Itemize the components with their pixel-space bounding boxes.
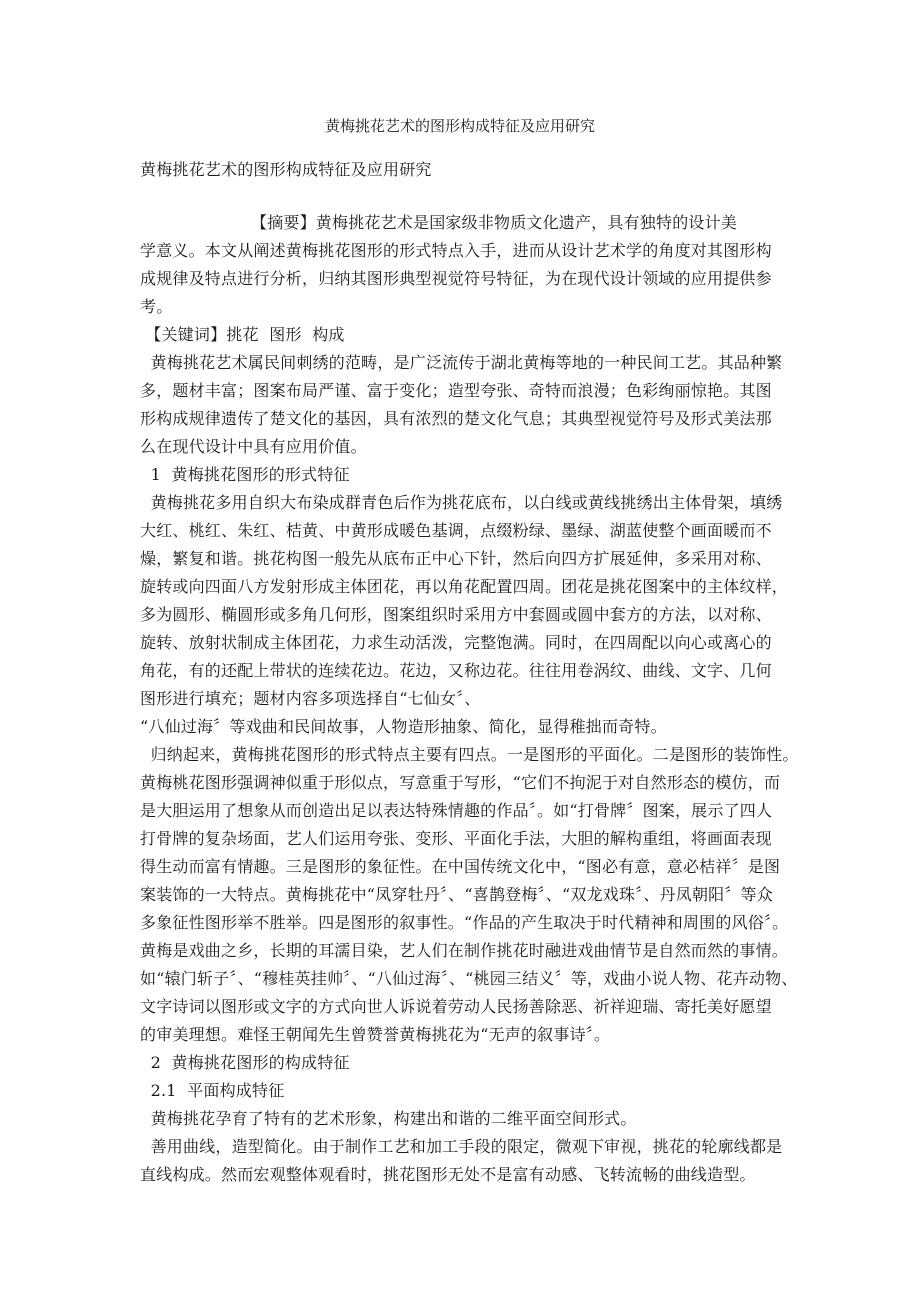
text-line: 黄梅挑花艺术属民间刺绣的范畴，是广泛流传于湖北黄梅等地的一种民间工艺。其品种繁	[140, 353, 783, 372]
text-line: 旋转、放射状制成主体团花，力求生动活泼，完整饱满。同时，在四周配以向心或离心的	[140, 633, 772, 652]
text-line: 考。	[140, 297, 173, 316]
text-line: 案装饰的一大特点。黄梅挑花中“凤穿牡丹〞、“喜鹊登梅〞、“双龙戏珠〞、丹凤朝阳〞等众	[140, 885, 773, 904]
text-line: 多为圆形、椭圆形或多角几何形，图案组织时采用方中套圆或圆中套方的方法，以对称、	[140, 605, 772, 624]
text-line: 燥，繁复和谐。挑花构图一般先从底布正中心下针，然后向四方扩展延伸，多采用对称、	[140, 549, 772, 568]
text-line: 黄梅挑花多用自织大布染成群青色后作为挑花底布，以白线或黄线挑绣出主体骨架，填绣	[140, 493, 783, 512]
text-line: 多象征性图形举不胜举。四是图形的叙事性。“作品的产生取决于时代精神和周围的风俗〞。	[140, 913, 789, 932]
text-line: 多，题材丰富；图案布局严谨、富于变化；造型夸张、奇特而浪漫；色彩绚丽惊艳。其图	[140, 381, 772, 400]
text-line: 善用曲线，造型简化。由于制作工艺和加工手段的限定，微观下审视，挑花的轮廓线都是	[140, 1137, 783, 1156]
text-line: 文字诗词以图形或文字的方式向世人诉说着劳动人民扬善除恶、祈祥迎瑞、寄托美好愿望	[140, 997, 772, 1016]
text-line: 黄梅是戏曲之乡，长期的耳濡目染，艺人们在制作挑花时融进戏曲情节是自然而然的事情。	[140, 941, 789, 960]
text-line: 【关键词】挑花 图形 构成	[140, 325, 345, 344]
document-title: 黄梅挑花艺术的图形构成特征及应用研究	[324, 117, 595, 135]
text-line: 1 黄梅挑花图形的形式特征	[140, 465, 350, 484]
text-line: 角花，有的还配上带状的连续花边。花边，又称边花。往往用卷涡纹、曲线、文字、几何	[140, 661, 772, 680]
text-line: 【摘要】黄梅挑花艺术是国家级非物质文化遗产，具有独特的设计美	[140, 213, 738, 232]
text-line: 的审美理想。难怪王朝闻先生曾赞誉黄梅挑花为“无声的叙事诗〞。	[140, 1025, 611, 1044]
text-line: “八仙过海〞等戏曲和民间故事，人物造形抽象、简化，显得稚拙而奇特。	[140, 717, 667, 736]
text-line: 2.1 平面构成特征	[140, 1081, 285, 1100]
text-line: 黄梅桃花图形强调神似重于形似点，写意重于写形，“它们不拘泥于对自然形态的模仿，而	[140, 773, 781, 792]
subtitle-line: 黄梅挑花艺术的图形构成特征及应用研究	[140, 160, 432, 179]
text-line: 么在现代设计中具有应用价值。	[140, 437, 367, 456]
text-line: 得生动而富有情趣。三是图形的象征性。在中国传统文化中，“图必有意，意必桔祥〞是图	[140, 857, 781, 876]
text-line: 学意义。本文从阐述黄梅挑花图形的形式特点入手，进而从设计艺术学的角度对其图形构	[140, 241, 772, 260]
text-line: 黄梅挑花孕育了特有的艺术形象，构建出和谐的二维平面空间形式。	[140, 1109, 637, 1128]
text-line: 打骨牌的复杂场面，艺人们运用夸张、变形、平面化手法，大胆的解构重组，将画面表现	[140, 829, 772, 848]
text-line: 直线构成。然而宏观整体观看时，挑花图形无处不是富有动感、飞转流畅的曲线造型。	[140, 1165, 756, 1184]
text-line: 大红、桃红、朱红、桔黄、中黄形成暖色基调，点缀粉绿、墨绿、湖蓝使整个画面暖而不	[140, 521, 772, 540]
text-line: 归纳起来，黄梅挑花图形的形式特点主要有四点。一是图形的平面化。二是图形的装饰性。	[140, 745, 799, 764]
text-line: 形构成规律遗传了楚文化的基因，具有浓烈的楚文化气息；其典型视觉符号及形式美法那	[140, 409, 772, 428]
text-line: 旋转或向四面八方发射形成主体团花，再以角花配置四周。团花是挑花图案中的主体纹样，	[140, 577, 789, 596]
text-line: 图形进行填充；题材内容多项选择自“七仙女〞、	[140, 689, 481, 708]
text-line: 成规律及特点进行分析，归纳其图形典型视觉符号特征，为在现代设计领域的应用提供参	[140, 269, 772, 288]
text-line: 2 黄梅挑花图形的构成特征	[140, 1053, 350, 1072]
text-line: 是大胆运用了想象从而创造出足以表达特殊情趣的作品〞。如“打骨牌〞图案，展示了四人	[140, 801, 773, 820]
text-line: 如“辕门斩子〞、“穆桂英挂帅〞、“八仙过海〞、“桃园三结义〞等，戏曲小说人物、花卉动物、	[140, 969, 798, 988]
